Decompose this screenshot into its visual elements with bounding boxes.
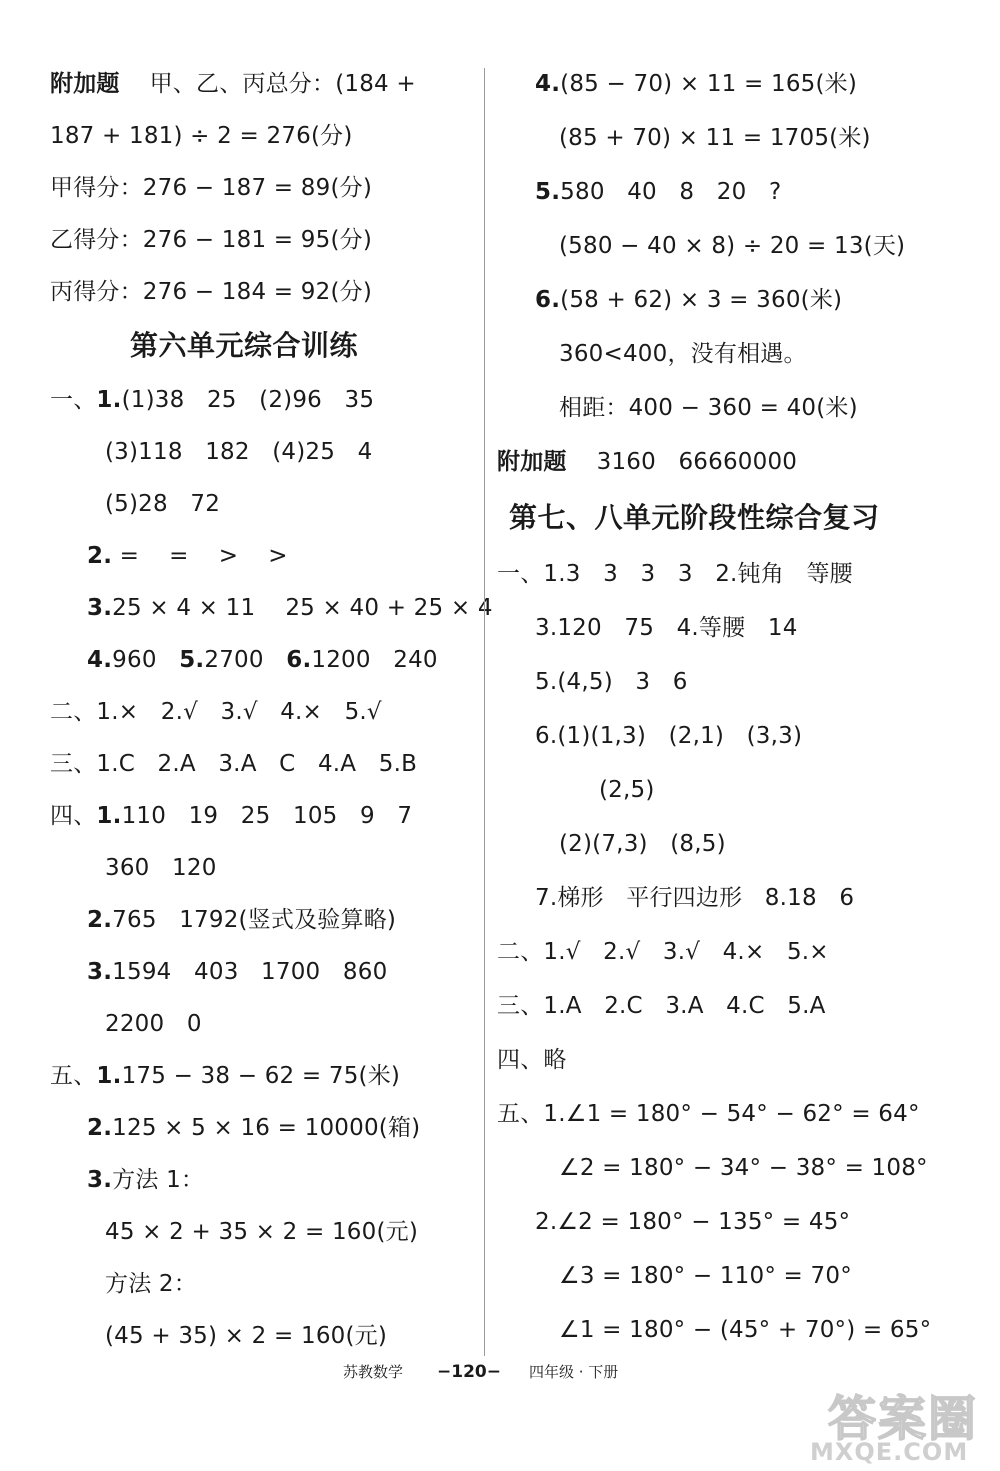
u78-part1-line3: 5.(4,5) 3 6 xyxy=(535,669,688,695)
u78-part2: 二、1.√ 2.√ 3.√ 4.× 5.× xyxy=(497,939,829,965)
page-number: −120− xyxy=(437,1362,501,1382)
watermark-url: MXQE.COM xyxy=(810,1438,969,1466)
footer-grade: 四年级 · 下册 xyxy=(529,1363,619,1381)
r-q6-line2: 360<400，没有相遇。 xyxy=(559,341,807,367)
section-heading-unit-6: 第六单元综合训练 xyxy=(130,329,359,362)
score-bing: 丙得分：276 − 184 = 92(分) xyxy=(50,279,372,305)
unit6-part4-q2: 2.765 1792(竖式及验算略) xyxy=(87,907,397,933)
unit6-part1-q4-6: 4.960 5.2700 6.1200 240 xyxy=(87,647,438,673)
section-heading-unit-7-8: 第七、八单元阶段性综合复习 xyxy=(509,501,880,534)
column-divider xyxy=(484,68,485,1356)
r-q5: 5.580 40 8 20 ? xyxy=(535,179,782,205)
u78-part5-line2: ∠2 = 180° − 34° − 38° = 108° xyxy=(559,1155,928,1181)
unit6-part5-q3-method2-label: 方法 2： xyxy=(105,1271,197,1297)
unit6-part4-q3: 3.1594 403 1700 860 xyxy=(87,959,388,985)
r-q5-line2: (580 − 40 × 8) ÷ 20 = 13(天) xyxy=(559,233,906,259)
unit6-part5-q3-method1: 45 × 2 + 35 × 2 = 160(元) xyxy=(105,1219,419,1245)
unit6-part3: 三、1.C 2.A 3.A C 4.A 5.B xyxy=(50,751,418,777)
unit6-part1-q3: 3.25 × 4 × 11 25 × 40 + 25 × 4 xyxy=(87,595,493,621)
unit6-part1-q1-line3: (5)28 72 xyxy=(105,491,221,517)
extra-question-line-1: 附加题 甲、乙、丙总分：(184 + xyxy=(50,71,416,97)
r-q4-line2: (85 + 70) × 11 = 1705(米) xyxy=(559,125,871,151)
extra-question-line-2: 187 + 181) ÷ 2 = 276(分) xyxy=(50,123,353,149)
unit6-part1-q2: 2. = = > > xyxy=(87,543,288,569)
u78-part5-line3: 2.∠2 = 180° − 135° = 45° xyxy=(535,1209,851,1235)
unit6-part2: 二、1.× 2.√ 3.√ 4.× 5.√ xyxy=(50,699,382,725)
u78-part1-line2: 3.120 75 4.等腰 14 xyxy=(535,615,798,641)
unit6-part4-q3-line2: 2200 0 xyxy=(105,1011,202,1037)
u78-part1-line6: (2)(7,3) (8,5) xyxy=(559,831,726,857)
u78-part1-line4: 6.(1)(1,3) (2,1) (3,3) xyxy=(535,723,803,749)
unit6-part1-q1: 一、1.(1)38 25 (2)96 35 xyxy=(50,387,375,413)
unit6-part1-q1-line2: (3)118 182 (4)25 4 xyxy=(105,439,373,465)
r-q6-line3: 相距：400 − 360 = 40(米) xyxy=(559,395,858,421)
score-yi: 乙得分：276 − 181 = 95(分) xyxy=(50,227,372,253)
score-jia: 甲得分：276 − 187 = 89(分) xyxy=(50,175,372,201)
watermark-logo xyxy=(800,1380,990,1465)
u78-part5-line5: ∠1 = 180° − (45° + 70°) = 65° xyxy=(559,1317,932,1343)
u78-part1-line7: 7.梯形 平行四边形 8.18 6 xyxy=(535,885,855,911)
unit6-part5-q1: 五、1.175 − 38 − 62 = 75(米) xyxy=(50,1063,401,1089)
r-q4: 4.(85 − 70) × 11 = 165(米) xyxy=(535,71,858,97)
unit6-part5-q3: 3.方法 1： xyxy=(87,1167,205,1193)
u78-part1-line5: (2,5) xyxy=(599,777,655,803)
r-extra-question: 附加题 3160 66660000 xyxy=(497,449,798,475)
u78-part4: 四、略 xyxy=(497,1047,567,1073)
u78-part5-line1: 五、1.∠1 = 180° − 54° − 62° = 64° xyxy=(497,1101,920,1127)
footer-subject: 苏教数学 xyxy=(343,1363,404,1381)
unit6-part4-q1: 四、1.110 19 25 105 9 7 xyxy=(50,803,413,829)
unit6-part4-q1-line2: 360 120 xyxy=(105,855,217,881)
watermark-text: 答案圈 xyxy=(828,1391,979,1447)
r-q6: 6.(58 + 62) × 3 = 360(米) xyxy=(535,287,843,313)
u78-part5-line4: ∠3 = 180° − 110° = 70° xyxy=(559,1263,852,1289)
u78-part1-line1: 一、1.3 3 3 3 2.钝角 等腰 xyxy=(497,561,853,587)
unit6-part5-q2: 2.125 × 5 × 16 = 10000(箱) xyxy=(87,1115,421,1141)
unit6-part5-q3-method2: (45 + 35) × 2 = 160(元) xyxy=(105,1323,388,1349)
u78-part3: 三、1.A 2.C 3.A 4.C 5.A xyxy=(497,993,826,1019)
